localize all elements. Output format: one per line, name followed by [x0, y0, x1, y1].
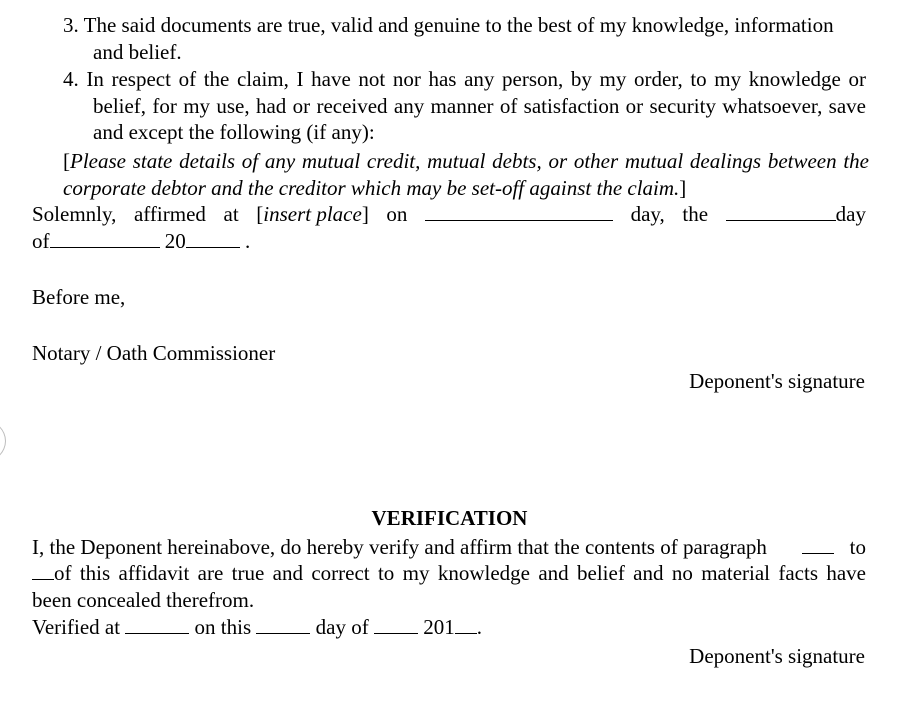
paragraph-to-blank — [32, 561, 54, 580]
verified-year-blank — [455, 615, 477, 634]
verification-heading: VERIFICATION — [371, 506, 528, 530]
affirmed-text: affirmed — [133, 202, 206, 226]
on-this-text: on this — [194, 615, 252, 639]
page-edge-marker — [0, 420, 6, 462]
verified-at-text: Verified at — [32, 615, 121, 639]
note-close-bracket: ] — [679, 175, 687, 200]
notary-label: Notary / Oath Commissioner — [32, 341, 276, 365]
verified-day-blank — [256, 615, 310, 634]
on-text: on — [386, 202, 408, 226]
insert-place-field: [insert place] — [256, 202, 369, 226]
to-text: to — [849, 535, 866, 559]
day-blank-group — [726, 201, 866, 228]
paragraph-4: 4. In respect of the claim, I have not nor has any person, by my order, to my knowledge or belief, for my use, had or received any manner of satisfaction or security whatsoever, save and except the following (if any): — [63, 67, 866, 144]
verified-month-blank — [374, 615, 418, 634]
the-text: the — [682, 202, 709, 226]
verified-at-line — [32, 614, 866, 641]
affirm-date-blank — [425, 202, 613, 221]
affirm-day-blank — [726, 202, 836, 221]
at-text: at — [223, 202, 239, 226]
paragraph-from-blank — [802, 535, 834, 554]
solemnly-text: Solemnly, — [32, 202, 117, 226]
affirm-month-blank — [50, 229, 160, 248]
year-prefix-text: 20 — [164, 229, 186, 253]
paragraph-range-group — [802, 534, 866, 561]
verification-line-2 — [32, 560, 866, 587]
verified-period: . — [476, 615, 482, 639]
verification-signature-label: Deponent's signature — [689, 644, 865, 668]
affirm-period: . — [245, 229, 251, 253]
day-text: day — [835, 202, 866, 226]
note-open-bracket: [ — [63, 149, 70, 173]
affirm-year-blank — [186, 229, 240, 248]
verification-line-1 — [32, 534, 866, 561]
verification-line-3: been concealed therefrom. — [32, 588, 255, 612]
affirmation-line-2 — [32, 228, 866, 255]
note-text: Please state details of any mutual credit, mutual debts, or other mutual dealings between the corporate debtor and the creditor which may be set-off against the claim. — [63, 149, 869, 200]
verified-year-prefix: 201 — [423, 615, 455, 639]
paragraph-3: 3. The said documents are true, valid and genuine to the best of my knowledge, information and belief. — [63, 13, 834, 64]
of-text: of — [32, 229, 50, 253]
deponent-signature-label: Deponent's signature — [689, 369, 865, 393]
verified-place-blank — [125, 615, 189, 634]
affirmation-line — [32, 201, 866, 228]
day-of-text: day of — [315, 615, 369, 639]
verification-line-1-text: I, the Deponent hereinabove, do hereby verify and affirm that the contents of paragraph — [32, 535, 767, 559]
before-me-text: Before me, — [32, 285, 126, 309]
instruction-note — [63, 148, 869, 201]
verification-line-2-text: of this affidavit are true and correct to my knowledge and belief and no material facts have — [54, 561, 866, 585]
day-comma-text: day, — [630, 202, 665, 226]
